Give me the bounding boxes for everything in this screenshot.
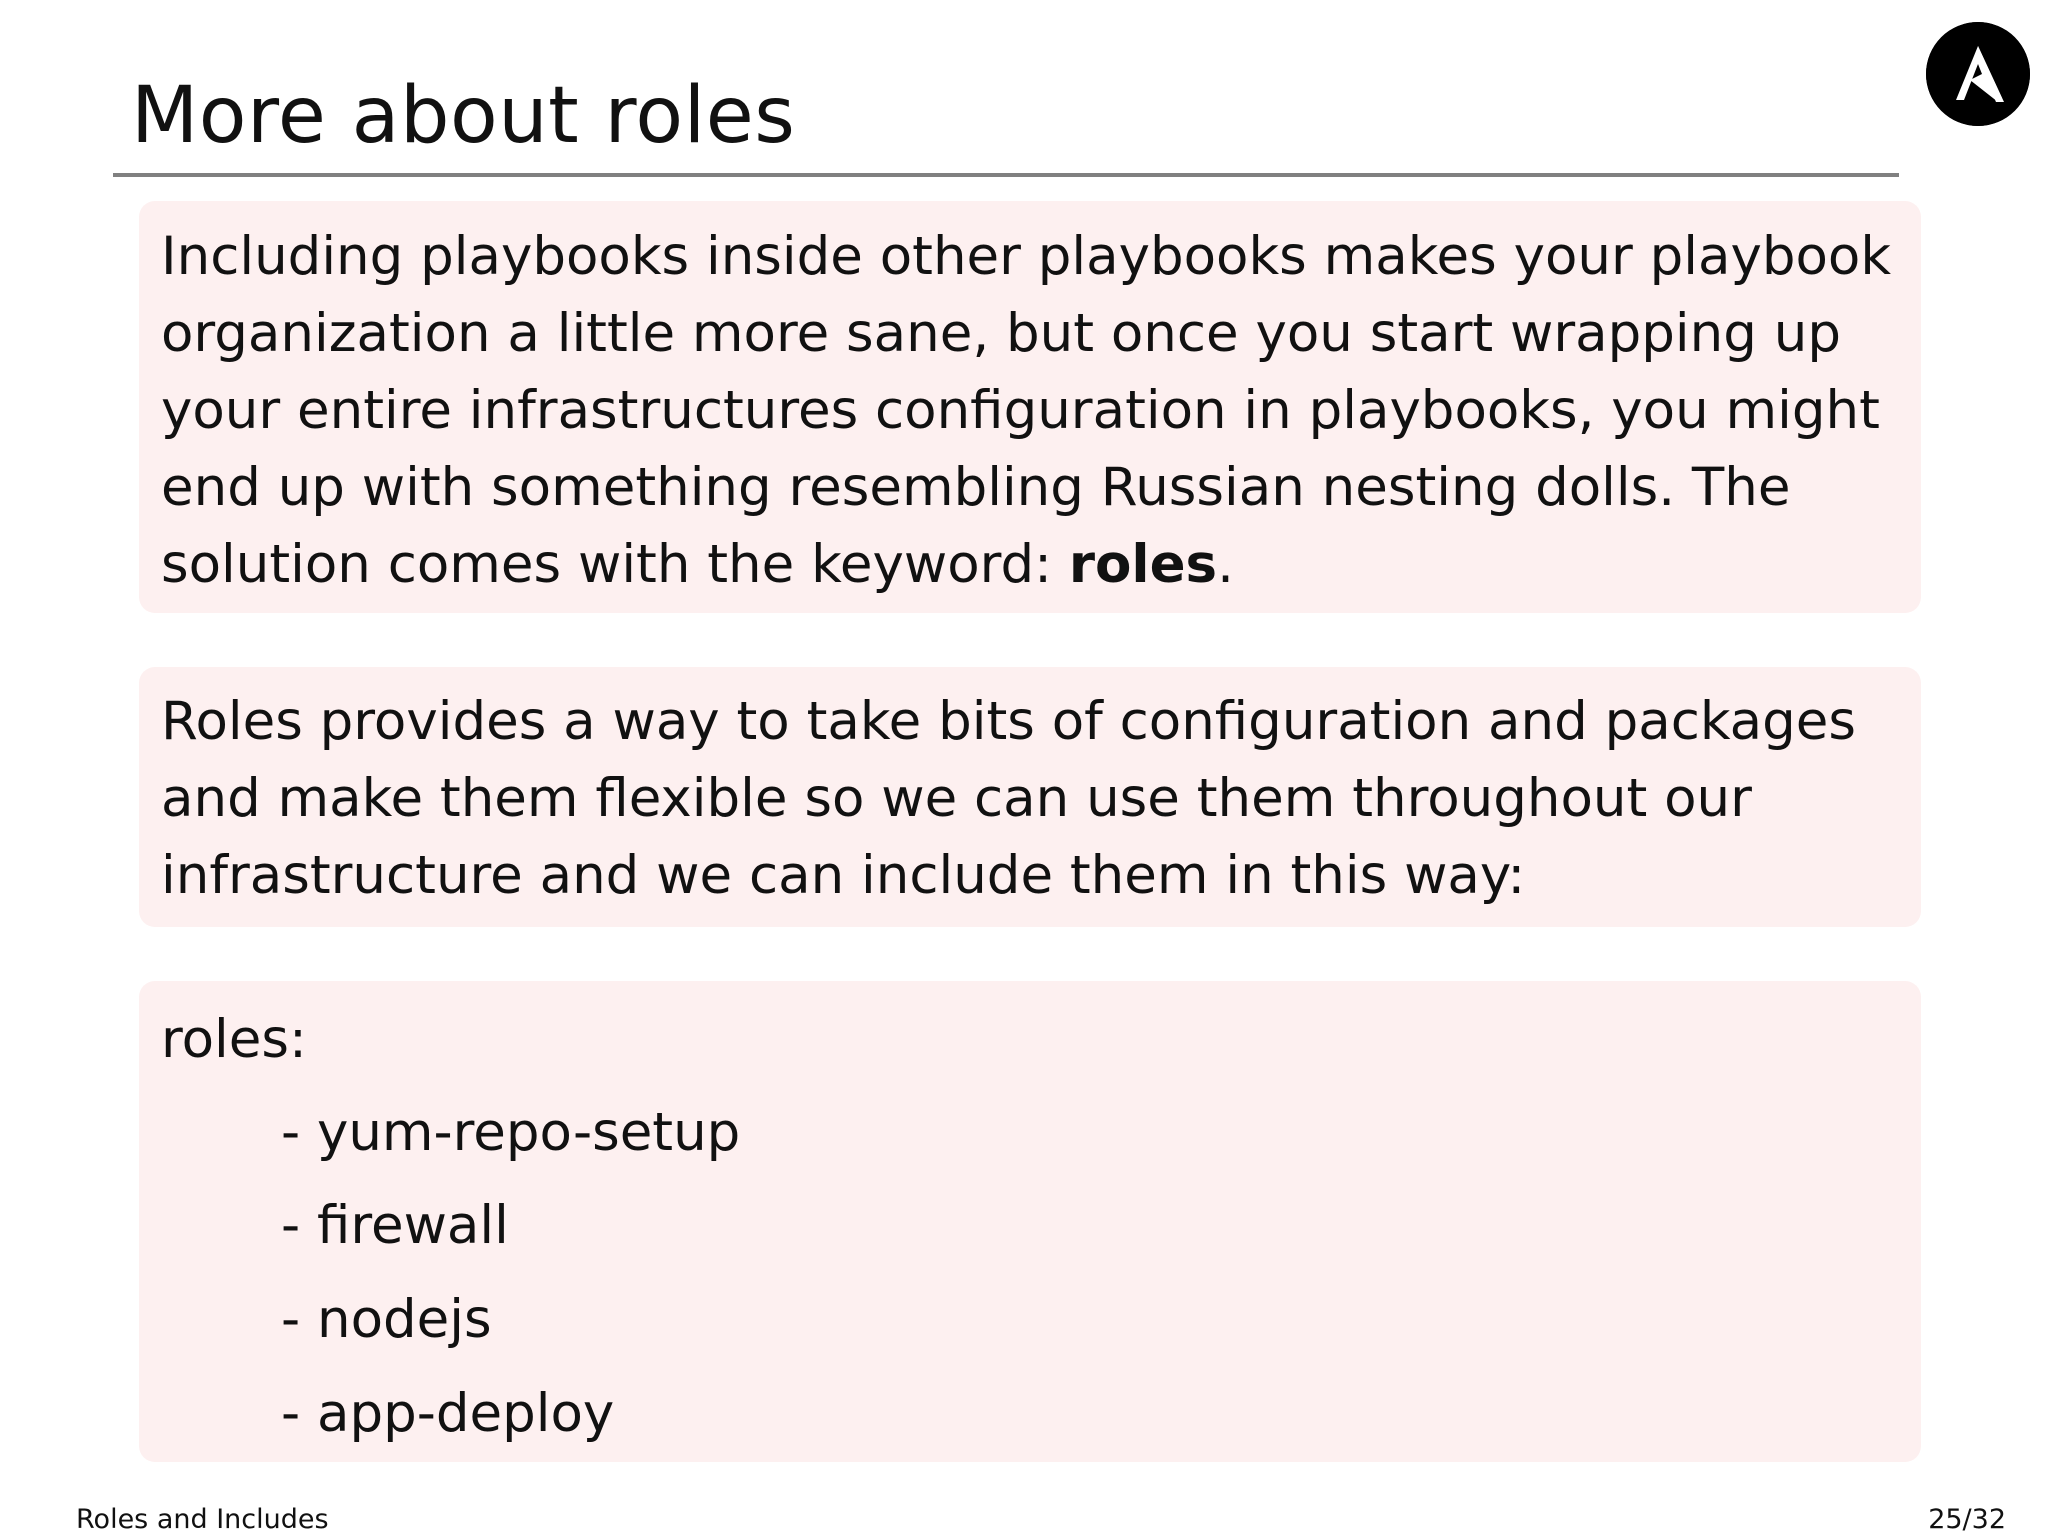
intro-text-end: . [1217,534,1234,595]
intro-text: Including playbooks inside other playbooks makes your playbook organization a little more sane, but once you start wrapping up your entire infrastructures configuration in playbooks, you might end up with something resembling Russian nesting dolls. The solution comes with the keyword: [161,226,1892,595]
slide-title: More about roles [131,71,796,161]
list-item: - app-deploy [281,1383,615,1444]
ansible-logo-icon [1926,22,2030,126]
intro-paragraph [161,218,1921,603]
intro-block [139,201,1921,613]
title-divider [113,173,1899,177]
footer-section-title: Roles and Includes [76,1504,329,1535]
footer-page-number: 25/32 [1928,1504,2006,1535]
roles-description: Roles provides a way to take bits of configuration and packages and make them flexible so we can use them throughout our infrastructure and we can include them in this way: [161,691,1856,906]
list-item: - nodejs [281,1289,492,1350]
roles-description-block [139,667,1921,927]
roles-keyword: roles [1068,534,1218,595]
roles-heading: roles: [161,1009,307,1070]
list-item: - firewall [281,1195,509,1256]
roles-example-block [139,981,1921,1462]
list-item: - yum-repo-setup [281,1102,741,1163]
